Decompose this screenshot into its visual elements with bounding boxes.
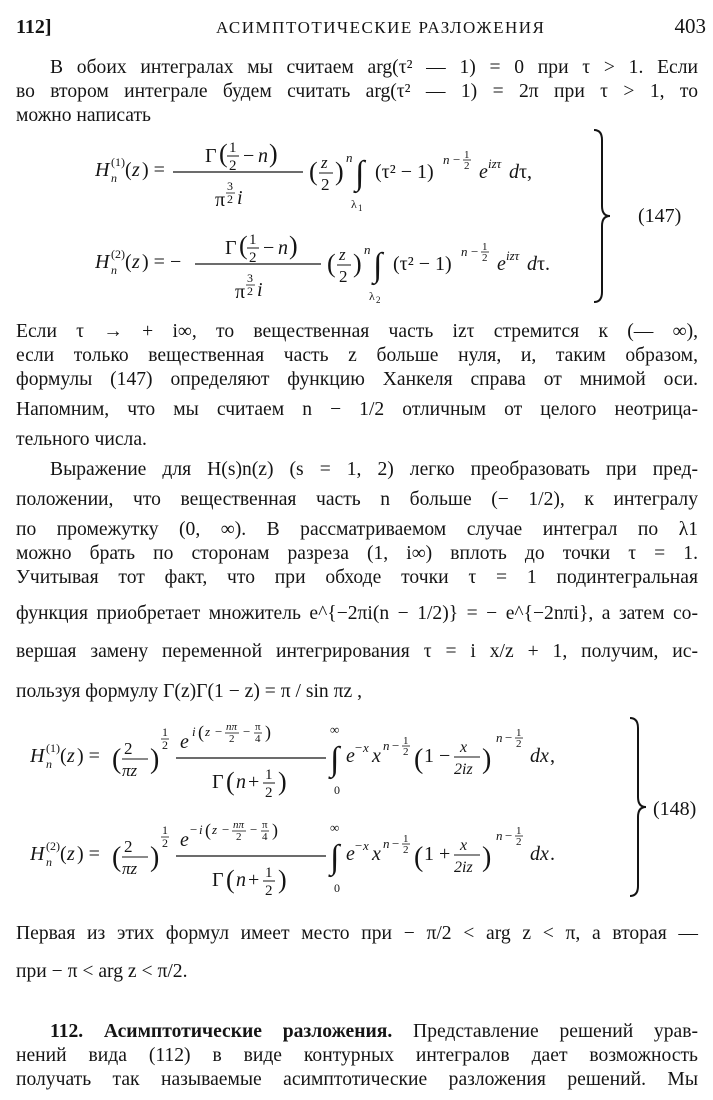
svg-text:x: x bbox=[363, 838, 369, 853]
svg-text:1: 1 bbox=[265, 767, 273, 783]
svg-text:∫: ∫ bbox=[373, 247, 383, 284]
svg-text:∫: ∫ bbox=[330, 839, 340, 876]
equation-147-brace bbox=[590, 128, 614, 304]
paragraph-1-line: В обоих интегралах мы считаем arg(τ² — 1) = 0 при τ > 1. Если bbox=[50, 57, 698, 78]
svg-text:(: ( bbox=[226, 767, 235, 796]
svg-text:x: x bbox=[372, 745, 381, 767]
svg-text:2: 2 bbox=[236, 831, 242, 843]
svg-text:z: z bbox=[67, 745, 75, 767]
paragraph-2-line: если только вещественная часть z больше нуля, и, таким образом, bbox=[16, 345, 698, 366]
svg-text:1: 1 bbox=[229, 140, 237, 156]
svg-text:Γ: Γ bbox=[212, 771, 224, 793]
svg-text:,: , bbox=[550, 745, 555, 767]
svg-text:2: 2 bbox=[321, 175, 330, 194]
svg-text:−: − bbox=[190, 822, 198, 837]
paragraph-3-line: по промежутку (0, ∞). В рассматриваемом случае интеграл по λ1 bbox=[16, 519, 698, 540]
svg-text:n: n bbox=[258, 145, 268, 167]
paragraph-3-line: пользуя формулу Γ(z)Γ(1 − z) = π / sin πz , bbox=[16, 681, 363, 702]
svg-text:1 −: 1 − bbox=[424, 745, 451, 767]
paragraph-2 bbox=[16, 320, 698, 344]
svg-text:λ: λ bbox=[351, 197, 357, 211]
svg-text:−: − bbox=[505, 828, 513, 843]
svg-text:n: n bbox=[364, 242, 371, 257]
svg-text:2: 2 bbox=[265, 883, 273, 899]
svg-text:−: − bbox=[263, 237, 275, 259]
section-112-paragraph bbox=[16, 1020, 698, 1044]
svg-text:n: n bbox=[461, 244, 468, 259]
svg-text:): ) bbox=[150, 842, 160, 873]
running-title: АСИМПТОТИЧЕСКИЕ РАЗЛОЖЕНИЯ bbox=[216, 18, 546, 37]
svg-text:(: ( bbox=[239, 231, 248, 260]
svg-text:): ) bbox=[278, 865, 287, 894]
svg-text:n: n bbox=[346, 150, 353, 165]
svg-text:4: 4 bbox=[255, 733, 261, 745]
svg-text:n: n bbox=[496, 828, 503, 843]
paragraph-4-line: при − π < arg z < π/2. bbox=[16, 961, 188, 982]
svg-text:.: . bbox=[550, 843, 555, 865]
svg-text:n: n bbox=[111, 263, 117, 277]
svg-text:dx: dx bbox=[530, 745, 549, 767]
svg-text:(1): (1) bbox=[111, 155, 125, 169]
svg-text:1: 1 bbox=[516, 825, 522, 837]
section-112-cont bbox=[16, 1044, 698, 1068]
equation-147-text-1 bbox=[0, 0, 1, 1]
svg-text:2: 2 bbox=[265, 785, 273, 801]
svg-text:3: 3 bbox=[247, 271, 253, 285]
paragraph-3-line: функция приобретает множитель e^{−2πi(n − 1/2)} = − e^{−2nπi}, а затем со- bbox=[16, 603, 698, 624]
svg-text:2: 2 bbox=[403, 844, 409, 856]
svg-text:2iz: 2iz bbox=[454, 761, 473, 778]
equation-147 bbox=[95, 128, 615, 308]
svg-text:(: ( bbox=[125, 159, 132, 181]
svg-text:nπ: nπ bbox=[233, 819, 245, 831]
section-112-heading: 112. Асимптотические разложения. bbox=[50, 1021, 393, 1042]
section-112-first-line bbox=[16, 1020, 698, 1044]
svg-text:(τ² − 1): (τ² − 1) bbox=[375, 161, 434, 183]
svg-text:x: x bbox=[460, 739, 468, 756]
svg-text:H: H bbox=[30, 843, 45, 865]
svg-text:0: 0 bbox=[334, 881, 340, 895]
svg-text:H: H bbox=[95, 251, 110, 273]
equation-148-line-2 bbox=[30, 819, 555, 899]
paragraph-2-cont bbox=[16, 398, 698, 422]
svg-text:2: 2 bbox=[162, 836, 168, 850]
svg-text:(1): (1) bbox=[46, 741, 60, 755]
svg-text:(: ( bbox=[226, 865, 235, 894]
svg-text:nπ: nπ bbox=[226, 721, 238, 733]
svg-text:∞: ∞ bbox=[330, 820, 340, 835]
svg-text:1: 1 bbox=[464, 149, 470, 161]
svg-text:−: − bbox=[243, 724, 251, 739]
svg-text:2: 2 bbox=[227, 192, 233, 206]
svg-text:(τ² − 1): (τ² − 1) bbox=[393, 253, 452, 275]
svg-text:i: i bbox=[257, 279, 263, 301]
svg-text:z: z bbox=[67, 843, 75, 865]
paragraph-2-end bbox=[16, 428, 698, 452]
paragraph-4-end bbox=[16, 960, 698, 984]
svg-text:): ) bbox=[335, 157, 344, 186]
svg-text:(: ( bbox=[219, 139, 228, 168]
svg-text:d: d bbox=[527, 253, 537, 275]
svg-text:n: n bbox=[383, 836, 390, 851]
svg-text:(: ( bbox=[112, 744, 122, 775]
paragraph-3-cont bbox=[16, 602, 698, 626]
svg-text:2: 2 bbox=[229, 733, 235, 745]
svg-text:1: 1 bbox=[162, 823, 168, 837]
svg-text:2: 2 bbox=[482, 252, 488, 264]
svg-text:): ) bbox=[272, 820, 278, 840]
paragraph-3-line: Учитывая тот факт, что при обходе точки τ = 1 подинтегральная bbox=[16, 567, 698, 588]
svg-text:2iz: 2iz bbox=[454, 859, 473, 876]
svg-text:): ) bbox=[289, 231, 298, 260]
svg-text:4: 4 bbox=[262, 831, 268, 843]
svg-text:z: z bbox=[132, 159, 140, 181]
svg-text:): ) bbox=[353, 249, 362, 278]
svg-text:Γ: Γ bbox=[225, 237, 237, 259]
svg-text:) =: ) = bbox=[142, 159, 165, 181]
svg-text:2: 2 bbox=[339, 267, 348, 286]
svg-text:z: z bbox=[205, 724, 211, 739]
svg-text:(: ( bbox=[414, 744, 424, 775]
svg-text:(: ( bbox=[125, 251, 132, 273]
svg-text:−: − bbox=[222, 822, 230, 837]
svg-text:dx: dx bbox=[530, 843, 549, 865]
svg-text:∫: ∫ bbox=[330, 741, 340, 778]
svg-text:n: n bbox=[236, 869, 246, 891]
paragraph-3-cont bbox=[16, 518, 698, 542]
svg-text:x: x bbox=[460, 837, 468, 854]
svg-text:2: 2 bbox=[516, 836, 522, 848]
section-112-line: получать так называемые асимптотические разложения решений. Мы bbox=[16, 1069, 698, 1090]
svg-text:n: n bbox=[46, 757, 52, 771]
svg-text:∞: ∞ bbox=[330, 722, 340, 737]
svg-text:) =: ) = bbox=[77, 745, 100, 767]
paragraph-2-line: формулы (147) определяют функцию Ханкеля справа от мнимой оси. bbox=[16, 369, 698, 390]
svg-text:τ,: τ, bbox=[519, 161, 533, 183]
section-112-line: Представление решений урав- bbox=[413, 1021, 698, 1042]
svg-text:): ) bbox=[265, 722, 271, 742]
svg-text:πz: πz bbox=[122, 859, 138, 878]
svg-text:d: d bbox=[509, 161, 519, 183]
svg-text:e: e bbox=[497, 253, 506, 275]
svg-text:(: ( bbox=[414, 842, 424, 873]
svg-text:n: n bbox=[111, 171, 117, 185]
svg-text:−: − bbox=[505, 730, 513, 745]
svg-text:1: 1 bbox=[403, 735, 409, 747]
svg-text:n: n bbox=[383, 738, 390, 753]
svg-text:Γ: Γ bbox=[205, 145, 217, 167]
svg-text:−: − bbox=[355, 838, 363, 853]
svg-text:0: 0 bbox=[334, 783, 340, 797]
svg-text:): ) bbox=[482, 842, 492, 873]
svg-text:1: 1 bbox=[249, 232, 257, 248]
svg-text:e: e bbox=[346, 843, 355, 865]
equation-148-line-1 bbox=[30, 721, 555, 801]
svg-text:π: π bbox=[215, 189, 226, 211]
svg-text:−: − bbox=[355, 740, 363, 755]
svg-text:2: 2 bbox=[464, 160, 470, 172]
svg-text:(: ( bbox=[198, 722, 204, 742]
paragraph-4-line: Первая из этих формул имеет место при − π/2 < arg z < π, а вторая — bbox=[16, 923, 698, 944]
svg-text:−: − bbox=[392, 738, 400, 753]
svg-text:H: H bbox=[30, 745, 45, 767]
svg-text:1: 1 bbox=[265, 865, 273, 881]
paragraph-3-line: Выражение для H(s)n(z) (s = 1, 2) легко преобразовать при пред- bbox=[50, 459, 698, 480]
svg-text:z: z bbox=[132, 251, 140, 273]
paragraph-2-line: Если τ → + i∞, то вещественная часть izτ стремится к (— ∞), bbox=[16, 321, 698, 342]
svg-text:λ: λ bbox=[369, 289, 375, 303]
paragraph-3-line: можно брать по сторонам разреза (1, i∞) вплоть до точки τ = 1. bbox=[16, 543, 698, 564]
paragraph-1-cont bbox=[16, 80, 698, 104]
paragraph-1-line: можно написать bbox=[16, 105, 151, 126]
svg-text:−: − bbox=[453, 152, 461, 167]
svg-text:(: ( bbox=[60, 843, 67, 865]
svg-text:2: 2 bbox=[124, 837, 133, 856]
equation-147-line-2 bbox=[95, 231, 550, 305]
paragraph-3-cont bbox=[16, 542, 698, 566]
svg-text:izτ: izτ bbox=[488, 156, 502, 171]
paragraph-2-cont bbox=[16, 344, 698, 368]
paragraph-3-line: положении, что вещественная часть n больше (− 1/2), к интегралу bbox=[16, 489, 698, 510]
svg-text:x: x bbox=[372, 843, 381, 865]
svg-text:−: − bbox=[215, 724, 223, 739]
svg-text:2: 2 bbox=[162, 738, 168, 752]
equation-147-line-1 bbox=[95, 139, 532, 213]
paragraph-2-line: тельного числа. bbox=[16, 429, 147, 450]
svg-text:(: ( bbox=[205, 820, 211, 840]
equation-148-number: (148) bbox=[653, 798, 697, 820]
svg-text:x: x bbox=[363, 740, 369, 755]
svg-text:2: 2 bbox=[249, 250, 257, 266]
paragraph-2-line: Напомним, что мы считаем n − 1/2 отличным от целого неотрица- bbox=[16, 399, 698, 420]
svg-text:1: 1 bbox=[358, 203, 363, 213]
svg-text:2: 2 bbox=[229, 158, 237, 174]
svg-text:): ) bbox=[482, 744, 492, 775]
paragraph-3 bbox=[16, 458, 698, 482]
svg-text:2: 2 bbox=[376, 295, 381, 305]
section-marker: 112] bbox=[16, 16, 52, 38]
equation-148-brace bbox=[626, 716, 650, 898]
paragraph-3-line: вершая замену переменной интегрирования τ = i x/z + 1, получим, ис- bbox=[16, 641, 698, 662]
svg-text:−: − bbox=[250, 822, 258, 837]
svg-text:e: e bbox=[180, 829, 189, 851]
svg-text:e: e bbox=[346, 745, 355, 767]
svg-text:z: z bbox=[212, 822, 218, 837]
paragraph-3-cont bbox=[16, 566, 698, 590]
svg-text:(: ( bbox=[309, 157, 318, 186]
svg-text:2: 2 bbox=[516, 738, 522, 750]
paragraph-2-cont bbox=[16, 368, 698, 392]
svg-text:1: 1 bbox=[516, 727, 522, 739]
svg-text:n: n bbox=[46, 855, 52, 869]
page-number: 403 bbox=[674, 14, 706, 38]
svg-text:−: − bbox=[471, 244, 479, 259]
svg-text:+: + bbox=[248, 771, 260, 793]
svg-text:1: 1 bbox=[162, 725, 168, 739]
svg-text:Γ: Γ bbox=[212, 869, 224, 891]
svg-text:n: n bbox=[496, 730, 503, 745]
svg-text:(2): (2) bbox=[111, 247, 125, 261]
svg-text:z: z bbox=[321, 153, 328, 172]
svg-text:3: 3 bbox=[227, 179, 233, 193]
svg-text:(: ( bbox=[327, 249, 336, 278]
paragraph-1-end bbox=[16, 104, 698, 128]
section-112-line: нений вида (112) в виде контурных интегралов дает возможность bbox=[16, 1045, 698, 1066]
svg-text:2: 2 bbox=[403, 746, 409, 758]
svg-text:n: n bbox=[236, 771, 246, 793]
equation-148 bbox=[30, 712, 630, 902]
svg-text:z: z bbox=[339, 245, 346, 264]
svg-text:): ) bbox=[150, 744, 160, 775]
svg-text:1: 1 bbox=[403, 833, 409, 845]
svg-text:π: π bbox=[235, 281, 246, 303]
svg-text:(: ( bbox=[60, 745, 67, 767]
svg-text:τ.: τ. bbox=[537, 253, 551, 275]
svg-text:1: 1 bbox=[482, 241, 488, 253]
svg-text:i: i bbox=[192, 724, 196, 739]
svg-text:i: i bbox=[199, 822, 203, 837]
svg-text:∫: ∫ bbox=[355, 155, 365, 192]
equation-147-number: (147) bbox=[638, 205, 682, 227]
section-112-cont bbox=[16, 1068, 698, 1092]
svg-text:n: n bbox=[443, 152, 450, 167]
svg-text:(2): (2) bbox=[46, 839, 60, 853]
svg-text:1 +: 1 + bbox=[424, 843, 451, 865]
svg-text:) = −: ) = − bbox=[142, 251, 182, 273]
svg-text:e: e bbox=[479, 161, 488, 183]
svg-text:πz: πz bbox=[122, 761, 138, 780]
svg-text:): ) bbox=[269, 139, 278, 168]
svg-text:π: π bbox=[255, 721, 261, 733]
paragraph-3-cont bbox=[16, 640, 698, 664]
svg-text:+: + bbox=[248, 869, 260, 891]
svg-text:): ) bbox=[278, 767, 287, 796]
svg-text:H: H bbox=[95, 159, 110, 181]
svg-text:i: i bbox=[237, 187, 243, 209]
paragraph-1-line: во втором интеграле будем считать arg(τ² — 1) = 2π при τ > 1, то bbox=[16, 81, 698, 102]
paragraph-3-end bbox=[16, 680, 698, 704]
svg-text:izτ: izτ bbox=[506, 248, 520, 263]
svg-text:−: − bbox=[243, 145, 255, 167]
svg-text:−: − bbox=[392, 836, 400, 851]
svg-text:2: 2 bbox=[124, 739, 133, 758]
running-header bbox=[16, 12, 706, 40]
paragraph-1 bbox=[16, 56, 698, 80]
svg-text:(: ( bbox=[112, 842, 122, 873]
paragraph-3-cont bbox=[16, 488, 698, 512]
svg-text:e: e bbox=[180, 731, 189, 753]
svg-text:) =: ) = bbox=[77, 843, 100, 865]
svg-text:2: 2 bbox=[247, 284, 253, 298]
paragraph-4 bbox=[16, 922, 698, 946]
svg-text:π: π bbox=[262, 819, 268, 831]
svg-text:n: n bbox=[278, 237, 288, 259]
